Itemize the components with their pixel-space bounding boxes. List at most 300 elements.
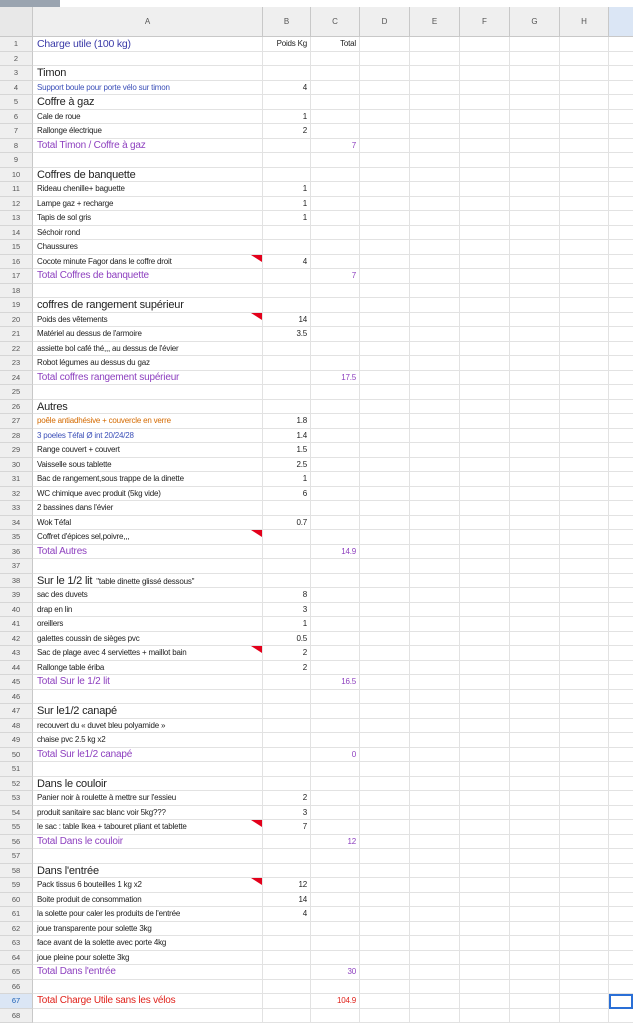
cell-c[interactable] bbox=[311, 52, 360, 67]
cell-b[interactable]: 0.5 bbox=[263, 632, 311, 647]
cell-c[interactable] bbox=[311, 182, 360, 197]
cell-f[interactable] bbox=[460, 791, 510, 806]
row-header[interactable]: 51 bbox=[0, 762, 33, 777]
cell-i[interactable] bbox=[609, 327, 633, 342]
cell-i[interactable] bbox=[609, 820, 633, 835]
cell-c[interactable] bbox=[311, 661, 360, 676]
cell-c[interactable] bbox=[311, 980, 360, 995]
cell-d[interactable] bbox=[360, 675, 410, 690]
cell-f[interactable] bbox=[460, 675, 510, 690]
cell-f[interactable] bbox=[460, 588, 510, 603]
cell-b[interactable] bbox=[263, 1009, 311, 1024]
cell-h[interactable] bbox=[560, 806, 609, 821]
row-header[interactable]: 35 bbox=[0, 530, 33, 545]
cell-h[interactable] bbox=[560, 617, 609, 632]
row-header[interactable]: 64 bbox=[0, 951, 33, 966]
cell-a[interactable] bbox=[33, 342, 263, 357]
cell-g[interactable] bbox=[510, 588, 560, 603]
cell-d[interactable] bbox=[360, 646, 410, 661]
cell-h[interactable] bbox=[560, 487, 609, 502]
cell-g[interactable] bbox=[510, 400, 560, 415]
cell-a[interactable] bbox=[33, 806, 263, 821]
cell-i[interactable] bbox=[609, 95, 633, 110]
cell-d[interactable] bbox=[360, 690, 410, 705]
cell-g[interactable] bbox=[510, 414, 560, 429]
row-header[interactable]: 36 bbox=[0, 545, 33, 560]
cell-g[interactable] bbox=[510, 458, 560, 473]
cell-f[interactable] bbox=[460, 617, 510, 632]
cell-b[interactable] bbox=[263, 733, 311, 748]
cell-d[interactable] bbox=[360, 1009, 410, 1024]
cell-f[interactable] bbox=[460, 124, 510, 139]
cell-d[interactable] bbox=[360, 458, 410, 473]
cell-f[interactable] bbox=[460, 646, 510, 661]
cell-h[interactable] bbox=[560, 965, 609, 980]
cell-e[interactable] bbox=[410, 661, 460, 676]
cell-i[interactable] bbox=[609, 777, 633, 792]
cell-d[interactable] bbox=[360, 980, 410, 995]
row-header[interactable]: 18 bbox=[0, 284, 33, 299]
row-header[interactable]: 10 bbox=[0, 168, 33, 183]
cell-f[interactable] bbox=[460, 762, 510, 777]
row-header[interactable]: 62 bbox=[0, 922, 33, 937]
cell-b[interactable] bbox=[263, 356, 311, 371]
cell-e[interactable] bbox=[410, 385, 460, 400]
row-header[interactable]: 17 bbox=[0, 269, 33, 284]
cell-a[interactable] bbox=[33, 936, 263, 951]
cell-d[interactable] bbox=[360, 501, 410, 516]
cell-b[interactable]: 2 bbox=[263, 124, 311, 139]
cell-e[interactable] bbox=[410, 182, 460, 197]
cell-g[interactable] bbox=[510, 545, 560, 560]
cell-h[interactable] bbox=[560, 443, 609, 458]
cell-h[interactable] bbox=[560, 226, 609, 241]
row-header[interactable]: 19 bbox=[0, 298, 33, 313]
cell-f[interactable] bbox=[460, 211, 510, 226]
cell-c[interactable] bbox=[311, 951, 360, 966]
cell-b[interactable] bbox=[263, 704, 311, 719]
cell-i[interactable] bbox=[609, 574, 633, 589]
cell-c[interactable] bbox=[311, 588, 360, 603]
cell-b[interactable]: 1 bbox=[263, 472, 311, 487]
active-cell-cursor[interactable] bbox=[609, 994, 633, 1009]
cell-c[interactable] bbox=[311, 414, 360, 429]
cell-g[interactable] bbox=[510, 269, 560, 284]
cell-h[interactable] bbox=[560, 704, 609, 719]
cell-c[interactable] bbox=[311, 559, 360, 574]
cell-a[interactable] bbox=[33, 994, 263, 1009]
cell-g[interactable] bbox=[510, 298, 560, 313]
cell-b[interactable]: 3 bbox=[263, 603, 311, 618]
cell-g[interactable] bbox=[510, 153, 560, 168]
cell-c[interactable] bbox=[311, 429, 360, 444]
cell-h[interactable] bbox=[560, 603, 609, 618]
cell-d[interactable] bbox=[360, 168, 410, 183]
cell-e[interactable] bbox=[410, 864, 460, 879]
cell-c[interactable] bbox=[311, 66, 360, 81]
cell-f[interactable] bbox=[460, 95, 510, 110]
cell-f[interactable] bbox=[460, 400, 510, 415]
cell-c[interactable] bbox=[311, 893, 360, 908]
cell-h[interactable] bbox=[560, 864, 609, 879]
cell-b[interactable]: 2 bbox=[263, 646, 311, 661]
cell-b[interactable]: 1.8 bbox=[263, 414, 311, 429]
cell-h[interactable] bbox=[560, 327, 609, 342]
cell-c[interactable] bbox=[311, 704, 360, 719]
cell-f[interactable] bbox=[460, 849, 510, 864]
cell-i[interactable] bbox=[609, 443, 633, 458]
row-header[interactable]: 60 bbox=[0, 893, 33, 908]
cell-g[interactable] bbox=[510, 777, 560, 792]
cell-f[interactable] bbox=[460, 820, 510, 835]
cell-d[interactable] bbox=[360, 545, 410, 560]
cell-g[interactable] bbox=[510, 864, 560, 879]
cell-a[interactable] bbox=[33, 472, 263, 487]
cell-g[interactable] bbox=[510, 95, 560, 110]
cell-e[interactable] bbox=[410, 110, 460, 125]
cell-i[interactable] bbox=[609, 458, 633, 473]
cell-i[interactable] bbox=[609, 617, 633, 632]
cell-f[interactable] bbox=[460, 777, 510, 792]
cell-e[interactable] bbox=[410, 327, 460, 342]
cell-a[interactable] bbox=[33, 197, 263, 212]
cell-a[interactable] bbox=[33, 632, 263, 647]
cell-f[interactable] bbox=[460, 980, 510, 995]
cell-g[interactable] bbox=[510, 704, 560, 719]
cell-f[interactable] bbox=[460, 197, 510, 212]
cell-d[interactable] bbox=[360, 719, 410, 734]
cell-a[interactable] bbox=[33, 849, 263, 864]
cell-g[interactable] bbox=[510, 748, 560, 763]
cell-e[interactable] bbox=[410, 530, 460, 545]
cell-i[interactable] bbox=[609, 255, 633, 270]
cell-c[interactable] bbox=[311, 936, 360, 951]
row-header[interactable]: 40 bbox=[0, 603, 33, 618]
cell-b[interactable]: 3.5 bbox=[263, 327, 311, 342]
cell-b[interactable] bbox=[263, 748, 311, 763]
cell-c[interactable] bbox=[311, 864, 360, 879]
cell-c[interactable] bbox=[311, 791, 360, 806]
cell-a[interactable] bbox=[33, 400, 263, 415]
cell-f[interactable] bbox=[460, 110, 510, 125]
cell-h[interactable] bbox=[560, 240, 609, 255]
cell-a[interactable] bbox=[33, 574, 263, 589]
cell-b[interactable] bbox=[263, 530, 311, 545]
cell-i[interactable] bbox=[609, 124, 633, 139]
cell-b[interactable]: 2 bbox=[263, 791, 311, 806]
cell-e[interactable] bbox=[410, 675, 460, 690]
cell-b[interactable] bbox=[263, 385, 311, 400]
cell-e[interactable] bbox=[410, 719, 460, 734]
cell-d[interactable] bbox=[360, 516, 410, 531]
column-header-e[interactable]: E bbox=[410, 7, 460, 37]
row-header[interactable]: 47 bbox=[0, 704, 33, 719]
cell-h[interactable] bbox=[560, 777, 609, 792]
cell-d[interactable] bbox=[360, 820, 410, 835]
cell-c[interactable] bbox=[311, 298, 360, 313]
cell-b[interactable]: 1 bbox=[263, 211, 311, 226]
cell-i[interactable] bbox=[609, 661, 633, 676]
cell-c[interactable]: 17.5 bbox=[311, 371, 360, 386]
cell-g[interactable] bbox=[510, 951, 560, 966]
cell-f[interactable] bbox=[460, 719, 510, 734]
cell-h[interactable] bbox=[560, 501, 609, 516]
cell-d[interactable] bbox=[360, 588, 410, 603]
cell-b[interactable]: 1.4 bbox=[263, 429, 311, 444]
column-header-h[interactable]: H bbox=[560, 7, 609, 37]
row-header[interactable]: 53 bbox=[0, 791, 33, 806]
cell-h[interactable] bbox=[560, 197, 609, 212]
cell-c[interactable] bbox=[311, 211, 360, 226]
cell-a[interactable] bbox=[33, 110, 263, 125]
cell-c[interactable] bbox=[311, 472, 360, 487]
cell-f[interactable] bbox=[460, 994, 510, 1009]
cell-g[interactable] bbox=[510, 37, 560, 52]
cell-b[interactable] bbox=[263, 835, 311, 850]
cell-b[interactable]: 2 bbox=[263, 661, 311, 676]
cell-g[interactable] bbox=[510, 66, 560, 81]
cell-a[interactable] bbox=[33, 313, 263, 328]
row-header[interactable]: 32 bbox=[0, 487, 33, 502]
cell-c[interactable] bbox=[311, 1009, 360, 1024]
cell-c[interactable]: 14.9 bbox=[311, 545, 360, 560]
cell-a[interactable] bbox=[33, 443, 263, 458]
cell-f[interactable] bbox=[460, 226, 510, 241]
cell-a[interactable] bbox=[33, 878, 263, 893]
cell-f[interactable] bbox=[460, 965, 510, 980]
cell-i[interactable] bbox=[609, 704, 633, 719]
row-header[interactable]: 61 bbox=[0, 907, 33, 922]
cell-f[interactable] bbox=[460, 733, 510, 748]
cell-g[interactable] bbox=[510, 661, 560, 676]
cell-a[interactable] bbox=[33, 211, 263, 226]
cell-f[interactable] bbox=[460, 472, 510, 487]
cell-h[interactable] bbox=[560, 574, 609, 589]
row-header[interactable]: 65 bbox=[0, 965, 33, 980]
cell-d[interactable] bbox=[360, 124, 410, 139]
row-header[interactable]: 45 bbox=[0, 675, 33, 690]
cell-e[interactable] bbox=[410, 356, 460, 371]
cell-d[interactable] bbox=[360, 81, 410, 96]
cell-e[interactable] bbox=[410, 298, 460, 313]
cell-d[interactable] bbox=[360, 791, 410, 806]
row-header[interactable]: 24 bbox=[0, 371, 33, 386]
cell-g[interactable] bbox=[510, 1009, 560, 1024]
cell-a[interactable] bbox=[33, 980, 263, 995]
cell-a[interactable] bbox=[33, 298, 263, 313]
cell-a[interactable] bbox=[33, 124, 263, 139]
cell-g[interactable] bbox=[510, 110, 560, 125]
row-header[interactable]: 59 bbox=[0, 878, 33, 893]
cell-c[interactable] bbox=[311, 878, 360, 893]
cell-i[interactable] bbox=[609, 52, 633, 67]
row-header[interactable]: 9 bbox=[0, 153, 33, 168]
cell-e[interactable] bbox=[410, 994, 460, 1009]
cell-i[interactable] bbox=[609, 240, 633, 255]
cell-i[interactable] bbox=[609, 632, 633, 647]
cell-i[interactable] bbox=[609, 545, 633, 560]
cell-d[interactable] bbox=[360, 849, 410, 864]
cell-e[interactable] bbox=[410, 893, 460, 908]
cell-g[interactable] bbox=[510, 371, 560, 386]
row-header[interactable]: 58 bbox=[0, 864, 33, 879]
cell-f[interactable] bbox=[460, 690, 510, 705]
cell-a[interactable] bbox=[33, 835, 263, 850]
cell-i[interactable] bbox=[609, 66, 633, 81]
cell-g[interactable] bbox=[510, 255, 560, 270]
cell-i[interactable] bbox=[609, 313, 633, 328]
cell-a[interactable] bbox=[33, 371, 263, 386]
cell-i[interactable] bbox=[609, 559, 633, 574]
cell-c[interactable] bbox=[311, 400, 360, 415]
cell-c[interactable]: 7 bbox=[311, 269, 360, 284]
cell-e[interactable] bbox=[410, 342, 460, 357]
cell-d[interactable] bbox=[360, 965, 410, 980]
row-header[interactable]: 54 bbox=[0, 806, 33, 821]
cell-i[interactable] bbox=[609, 748, 633, 763]
cell-a[interactable] bbox=[33, 81, 263, 96]
cell-e[interactable] bbox=[410, 617, 460, 632]
cell-b[interactable] bbox=[263, 95, 311, 110]
cell-g[interactable] bbox=[510, 617, 560, 632]
cell-b[interactable]: 4 bbox=[263, 81, 311, 96]
cell-i[interactable] bbox=[609, 965, 633, 980]
cell-g[interactable] bbox=[510, 980, 560, 995]
row-header[interactable]: 23 bbox=[0, 356, 33, 371]
cell-b[interactable] bbox=[263, 269, 311, 284]
column-header-a[interactable]: A bbox=[33, 7, 263, 37]
cell-g[interactable] bbox=[510, 559, 560, 574]
cell-f[interactable] bbox=[460, 81, 510, 96]
cell-c[interactable] bbox=[311, 719, 360, 734]
cell-f[interactable] bbox=[460, 603, 510, 618]
cell-b[interactable] bbox=[263, 545, 311, 560]
cell-c[interactable] bbox=[311, 284, 360, 299]
cell-h[interactable] bbox=[560, 211, 609, 226]
cell-a[interactable] bbox=[33, 762, 263, 777]
cell-a[interactable] bbox=[33, 269, 263, 284]
cell-b[interactable]: 1 bbox=[263, 197, 311, 212]
cell-i[interactable] bbox=[609, 762, 633, 777]
cell-f[interactable] bbox=[460, 864, 510, 879]
cell-c[interactable]: 12 bbox=[311, 835, 360, 850]
cell-g[interactable] bbox=[510, 211, 560, 226]
row-header[interactable]: 3 bbox=[0, 66, 33, 81]
cell-a[interactable] bbox=[33, 965, 263, 980]
cell-e[interactable] bbox=[410, 52, 460, 67]
cell-d[interactable] bbox=[360, 574, 410, 589]
cell-b[interactable]: 4 bbox=[263, 907, 311, 922]
cell-c[interactable] bbox=[311, 922, 360, 937]
row-header[interactable]: 2 bbox=[0, 52, 33, 67]
cell-h[interactable] bbox=[560, 980, 609, 995]
cell-h[interactable] bbox=[560, 994, 609, 1009]
cell-a[interactable] bbox=[33, 661, 263, 676]
row-header[interactable]: 44 bbox=[0, 661, 33, 676]
cell-b[interactable] bbox=[263, 994, 311, 1009]
cell-f[interactable] bbox=[460, 255, 510, 270]
cell-e[interactable] bbox=[410, 66, 460, 81]
cell-g[interactable] bbox=[510, 835, 560, 850]
cell-d[interactable] bbox=[360, 704, 410, 719]
cell-d[interactable] bbox=[360, 110, 410, 125]
cell-d[interactable] bbox=[360, 936, 410, 951]
sheet-tab[interactable] bbox=[0, 0, 60, 7]
cell-a[interactable] bbox=[33, 255, 263, 270]
cell-c[interactable] bbox=[311, 530, 360, 545]
cell-d[interactable] bbox=[360, 313, 410, 328]
cell-c[interactable] bbox=[311, 487, 360, 502]
cell-f[interactable] bbox=[460, 298, 510, 313]
cell-e[interactable] bbox=[410, 139, 460, 154]
cell-d[interactable] bbox=[360, 414, 410, 429]
cell-c[interactable] bbox=[311, 603, 360, 618]
cell-a[interactable] bbox=[33, 748, 263, 763]
cell-h[interactable] bbox=[560, 414, 609, 429]
cell-d[interactable] bbox=[360, 226, 410, 241]
cell-i[interactable] bbox=[609, 849, 633, 864]
cell-f[interactable] bbox=[460, 632, 510, 647]
cell-i[interactable] bbox=[609, 951, 633, 966]
row-header[interactable]: 63 bbox=[0, 936, 33, 951]
cell-f[interactable] bbox=[460, 327, 510, 342]
cell-f[interactable] bbox=[460, 922, 510, 937]
cell-g[interactable] bbox=[510, 501, 560, 516]
cell-b[interactable] bbox=[263, 690, 311, 705]
cell-h[interactable] bbox=[560, 284, 609, 299]
cell-b[interactable] bbox=[263, 501, 311, 516]
cell-a[interactable] bbox=[33, 951, 263, 966]
cell-f[interactable] bbox=[460, 66, 510, 81]
cell-f[interactable] bbox=[460, 52, 510, 67]
cell-c[interactable]: 7 bbox=[311, 139, 360, 154]
cell-g[interactable] bbox=[510, 574, 560, 589]
cell-e[interactable] bbox=[410, 777, 460, 792]
cell-i[interactable] bbox=[609, 893, 633, 908]
cell-b[interactable] bbox=[263, 777, 311, 792]
cell-a[interactable] bbox=[33, 240, 263, 255]
cell-e[interactable] bbox=[410, 603, 460, 618]
cell-b[interactable]: 1.5 bbox=[263, 443, 311, 458]
cell-e[interactable] bbox=[410, 371, 460, 386]
row-header[interactable]: 38 bbox=[0, 574, 33, 589]
cell-e[interactable] bbox=[410, 936, 460, 951]
cell-d[interactable] bbox=[360, 748, 410, 763]
cell-e[interactable] bbox=[410, 907, 460, 922]
cell-c[interactable] bbox=[311, 168, 360, 183]
cell-b[interactable] bbox=[263, 762, 311, 777]
row-header[interactable]: 56 bbox=[0, 835, 33, 850]
cell-i[interactable] bbox=[609, 690, 633, 705]
cell-a[interactable] bbox=[33, 414, 263, 429]
cell-i[interactable] bbox=[609, 226, 633, 241]
cell-b[interactable]: 14 bbox=[263, 313, 311, 328]
cell-i[interactable] bbox=[609, 429, 633, 444]
cell-f[interactable] bbox=[460, 907, 510, 922]
cell-g[interactable] bbox=[510, 719, 560, 734]
row-header[interactable]: 8 bbox=[0, 139, 33, 154]
cell-h[interactable] bbox=[560, 661, 609, 676]
cell-i[interactable] bbox=[609, 182, 633, 197]
cell-d[interactable] bbox=[360, 211, 410, 226]
cell-d[interactable] bbox=[360, 835, 410, 850]
cell-d[interactable] bbox=[360, 893, 410, 908]
cell-c[interactable] bbox=[311, 646, 360, 661]
cell-a[interactable] bbox=[33, 690, 263, 705]
cell-f[interactable] bbox=[460, 414, 510, 429]
cell-h[interactable] bbox=[560, 936, 609, 951]
cell-h[interactable] bbox=[560, 37, 609, 52]
